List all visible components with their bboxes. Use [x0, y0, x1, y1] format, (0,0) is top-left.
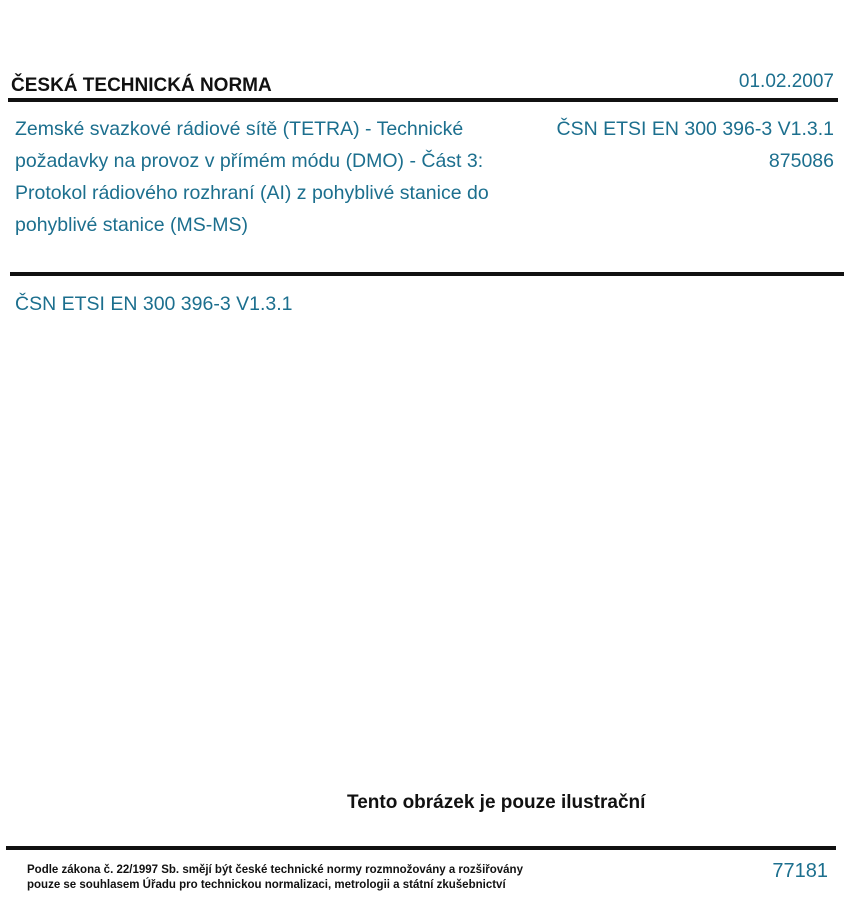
legal-notice-line-1: Podle zákona č. 22/1997 Sb. smějí být české technické normy rozmnožovány a rozšiřovány [27, 864, 523, 876]
issue-date: 01.02.2007 [738, 71, 834, 92]
middle-divider [10, 272, 844, 276]
catalog-number: 875086 [768, 150, 834, 172]
document-type-heading: ČESKÁ TECHNICKÁ NORMA [11, 75, 272, 96]
top-divider [8, 98, 838, 102]
illustration-note: Tento obrázek je pouze ilustrační [347, 792, 646, 813]
standard-number: ČSN ETSI EN 300 396-3 V1.3.1 [556, 118, 834, 140]
bottom-divider [6, 846, 836, 850]
document-code: 77181 [772, 860, 828, 882]
legal-notice [27, 863, 523, 893]
standard-name: ČSN ETSI EN 300 396-3 V1.3.1 [15, 293, 293, 315]
standard-identifier-block [557, 113, 834, 177]
legal-notice-line-2: pouze se souhlasem Úřadu pro technickou normalizaci, metrologii a státní zkušebnictví [27, 879, 506, 891]
document-title: Zemské svazkové rádiové sítě (TETRA) - Technické požadavky na provoz v přímém módu (DMO) - Část 3: Protokol rádiového rozhraní (AI) z pohyblivé stanice do pohyblivé stanice (MS-MS) [15, 118, 489, 236]
